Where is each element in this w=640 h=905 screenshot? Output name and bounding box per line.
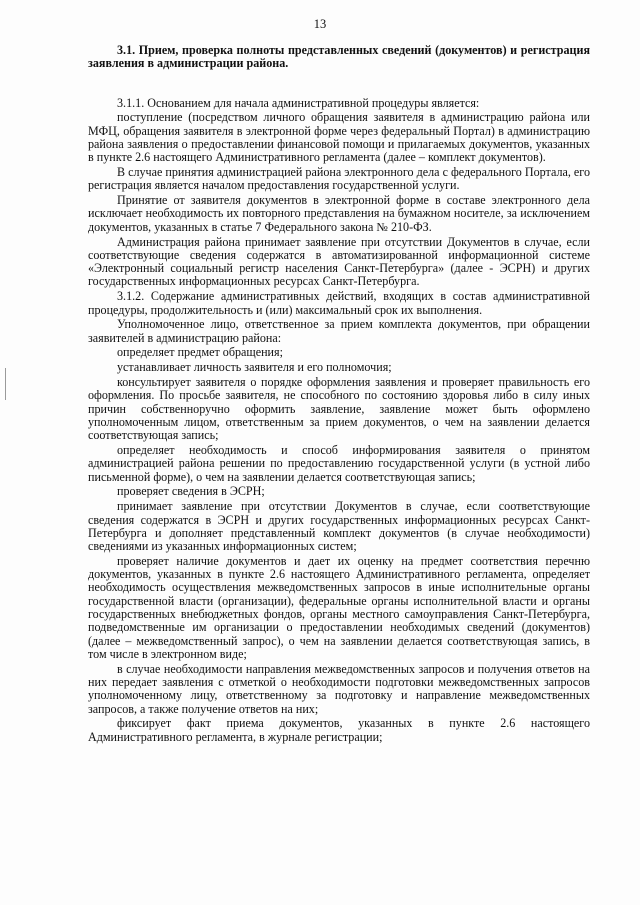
paragraph-electronic-docs: Принятие от заявителя документов в электронной форме в составе электронного дела исключает необходимость их повторного представления на бумажном носителе, за исключением документов, указанных в статье 7 Федерального закона № 210-ФЗ. bbox=[88, 193, 590, 234]
paragraph-receipt: поступление (посредством личного обращения заявителя в администрацию района или МФЦ, обращения заявителя в электронной форме через федеральный Портал) в администрацию района заявления о предоставлении финансовой помощи и прилагаемых документов, указанных в пункте 2.6 настоящего Административного регламента (далее – комплект документов). bbox=[88, 110, 590, 165]
list-item-inform: определяет необходимость и способ информирования заявителя о принятом администрацией района решении по предоставлению государственной услуги (в устной либо письменной форме), о чем на заявлении делается соответствующая запись; bbox=[88, 443, 590, 484]
list-item-accept: принимает заявление при отсутствии Документов в случае, если соответствующие сведения содержатся в ЭСРН и других государственных информационных ресурсах Санкт-Петербурга и дополняет представленный комплект документов (в случае необходимости) сведениями из указанных информационных систем; bbox=[88, 499, 590, 554]
paragraph-basis-intro: 3.1.1. Основанием для начала административной процедуры является: bbox=[117, 95, 480, 110]
scan-edge-mark bbox=[5, 368, 6, 400]
list-item-identity: устанавливает личность заявителя и его полномочия; bbox=[117, 360, 392, 375]
document-body bbox=[88, 44, 590, 746]
section-heading: 3.1. Прием, проверка полноты представленных сведений (документов) и регистрация заявления в администрации района. bbox=[88, 43, 590, 71]
page-number: 13 bbox=[313, 17, 327, 31]
list-item-verify-docs: проверяет наличие документов и дает их оценку на предмет соответствия перечню документов, указанных в пункте 2.6 настоящего Административного регламента, определяет необходимость осуществления межведомственных запросов в иные исполнительные органы государственной власти (организации), федеральные органы исполнительной власти и органы государственных внебюджетных фондов, органы местного самоуправления Санкт-Петербурга, подведомственные им организации о предоставлении необходимых сведений (документов) (далее – межведомственный запрос), о чем на заявлении делается соответствующая запись, в том числе в электронном виде; bbox=[88, 553, 590, 661]
paragraph-esrn: Администрация района принимает заявление при отсутствии Документов в случае, если соответствующие сведения содержатся в автоматизированной информационной системе «Электронный социальный регистр населения Санкт-Петербурга» (далее - ЭСРН) и других государственных информационных ресурсах Санкт-Петербурга. bbox=[88, 234, 590, 289]
paragraph-authorized-person: Уполномоченное лицо, ответственное за прием комплекта документов, при обращении заявителей в администрацию района: bbox=[88, 317, 590, 345]
paragraph-content-actions: 3.1.2. Содержание административных действий, входящих в состав административной процедуры, продолжительность и (или) максимальный срок их выполнения. bbox=[88, 289, 590, 317]
list-item-interagency: в случае необходимости направления межведомственных запросов и получения ответов на них передает заявления с отметкой о необходимости подготовки межведомственных запросов уполномоченному лицу, ответственному за подготовку и направление межведомственных запросов, а также получение ответов на них; bbox=[88, 661, 590, 716]
list-item-register: фиксирует факт приема документов, указанных в пункте 2.6 настоящего Административного регламента, в журнале регистрации; bbox=[88, 716, 590, 744]
list-item-check-esrn: проверяет сведения в ЭСРН; bbox=[117, 484, 265, 499]
list-item-consult: консультирует заявителя о порядке оформления заявления и проверяет правильность его оформления. По просьбе заявителя, не способного по состоянию здоровья либо в силу иных причин собственноручно оформить заявление, заявление может быть оформлено уполномоченным лицом, ответственным за прием документов, о чем на заявлении делается соответствующая запись; bbox=[88, 375, 590, 443]
list-item-subject: определяет предмет обращения; bbox=[117, 345, 283, 360]
paragraph-electronic-case: В случае принятия администрацией района электронного дела с федерального Портала, его регистрация является началом предоставления государственной услуги. bbox=[88, 165, 590, 193]
